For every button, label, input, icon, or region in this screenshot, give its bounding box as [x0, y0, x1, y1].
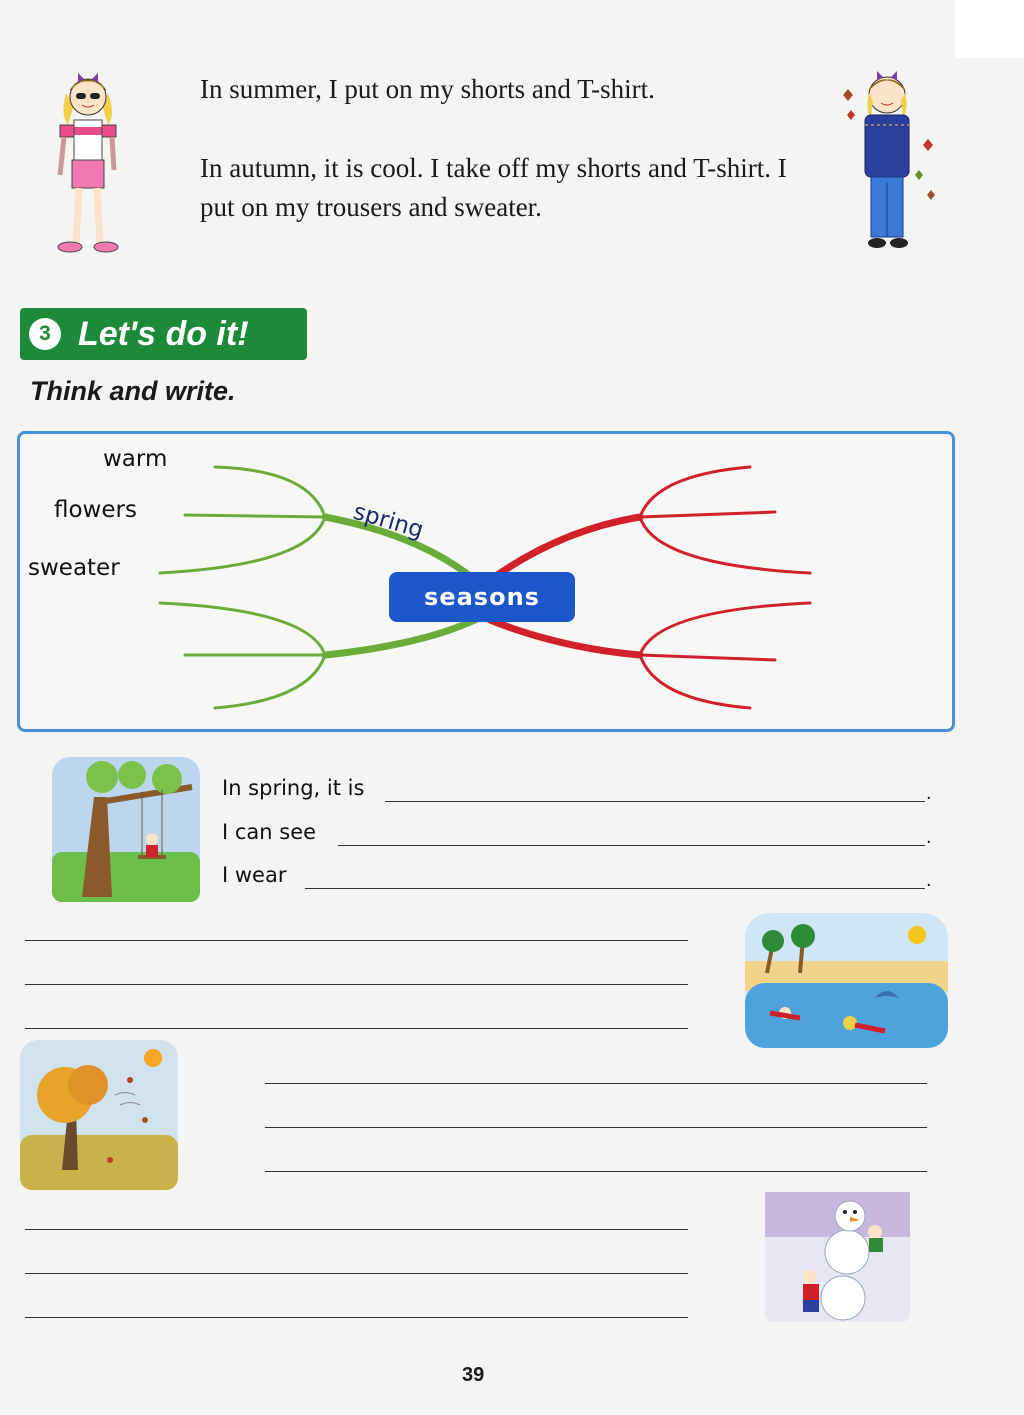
story-line-autumn: In autumn, it is cool. I take off my shorts and T-shirt. I put on my trousers and sweater.	[200, 153, 787, 222]
leaf-word-warm: warm	[103, 446, 168, 472]
branch-label-spring: spring	[350, 498, 427, 544]
answer-line-summer-3[interactable]	[25, 1028, 688, 1029]
section-title: Let's do it!	[78, 315, 249, 353]
leaf-line-ur3	[640, 517, 810, 573]
leaf-line-warm	[215, 467, 325, 517]
branch-upper-right	[490, 517, 640, 580]
leaf-word-flowers: flowers	[54, 497, 137, 523]
sentence-can-see: I can see	[222, 820, 317, 844]
winter-snowman-scene	[765, 1192, 910, 1322]
period: .	[926, 869, 932, 891]
summer-beach-scene	[745, 913, 948, 1048]
leaf-line-lr3	[640, 655, 750, 708]
answer-line-summer-1[interactable]	[25, 940, 688, 941]
section-number: 3	[29, 318, 61, 350]
period: .	[926, 826, 932, 848]
leaf-line-ll1	[160, 603, 325, 655]
answer-line-winter-2[interactable]	[25, 1273, 688, 1274]
leaf-word-sweater: sweater	[28, 555, 120, 581]
sentence-it-is: In spring, it is	[222, 776, 365, 800]
answer-line-summer-2[interactable]	[25, 984, 688, 985]
leaf-line-lr1	[640, 603, 810, 655]
answer-line-autumn-3[interactable]	[265, 1171, 927, 1172]
spring-swing-scene	[52, 757, 200, 902]
answer-line-it-is[interactable]	[385, 801, 925, 802]
answer-line-wear[interactable]	[305, 888, 925, 889]
leaf-line-ur1	[640, 467, 750, 517]
page-number: 39	[462, 1364, 485, 1386]
sentence-wear: I wear	[222, 863, 287, 887]
leaf-line-ll3	[215, 655, 325, 708]
center-node-seasons: seasons	[389, 572, 575, 622]
answer-line-autumn-2[interactable]	[265, 1127, 927, 1128]
leaf-line-sweater	[160, 517, 325, 573]
answer-line-winter-3[interactable]	[25, 1317, 688, 1318]
leaf-line-lr2	[640, 655, 775, 660]
branch-lower-right	[490, 620, 640, 655]
answer-line-winter-1[interactable]	[25, 1229, 688, 1230]
answer-line-autumn-1[interactable]	[265, 1083, 927, 1084]
autumn-tree-scene	[20, 1040, 178, 1190]
instruction-text: Think and write.	[30, 376, 236, 406]
leaf-line-ur2	[640, 512, 775, 517]
story-line-summer: In summer, I put on my shorts and T-shirt.	[200, 74, 655, 104]
branch-lower-left	[325, 620, 475, 655]
leaf-line-flowers	[185, 515, 325, 517]
answer-line-can-see[interactable]	[338, 845, 925, 846]
period: .	[926, 782, 932, 804]
